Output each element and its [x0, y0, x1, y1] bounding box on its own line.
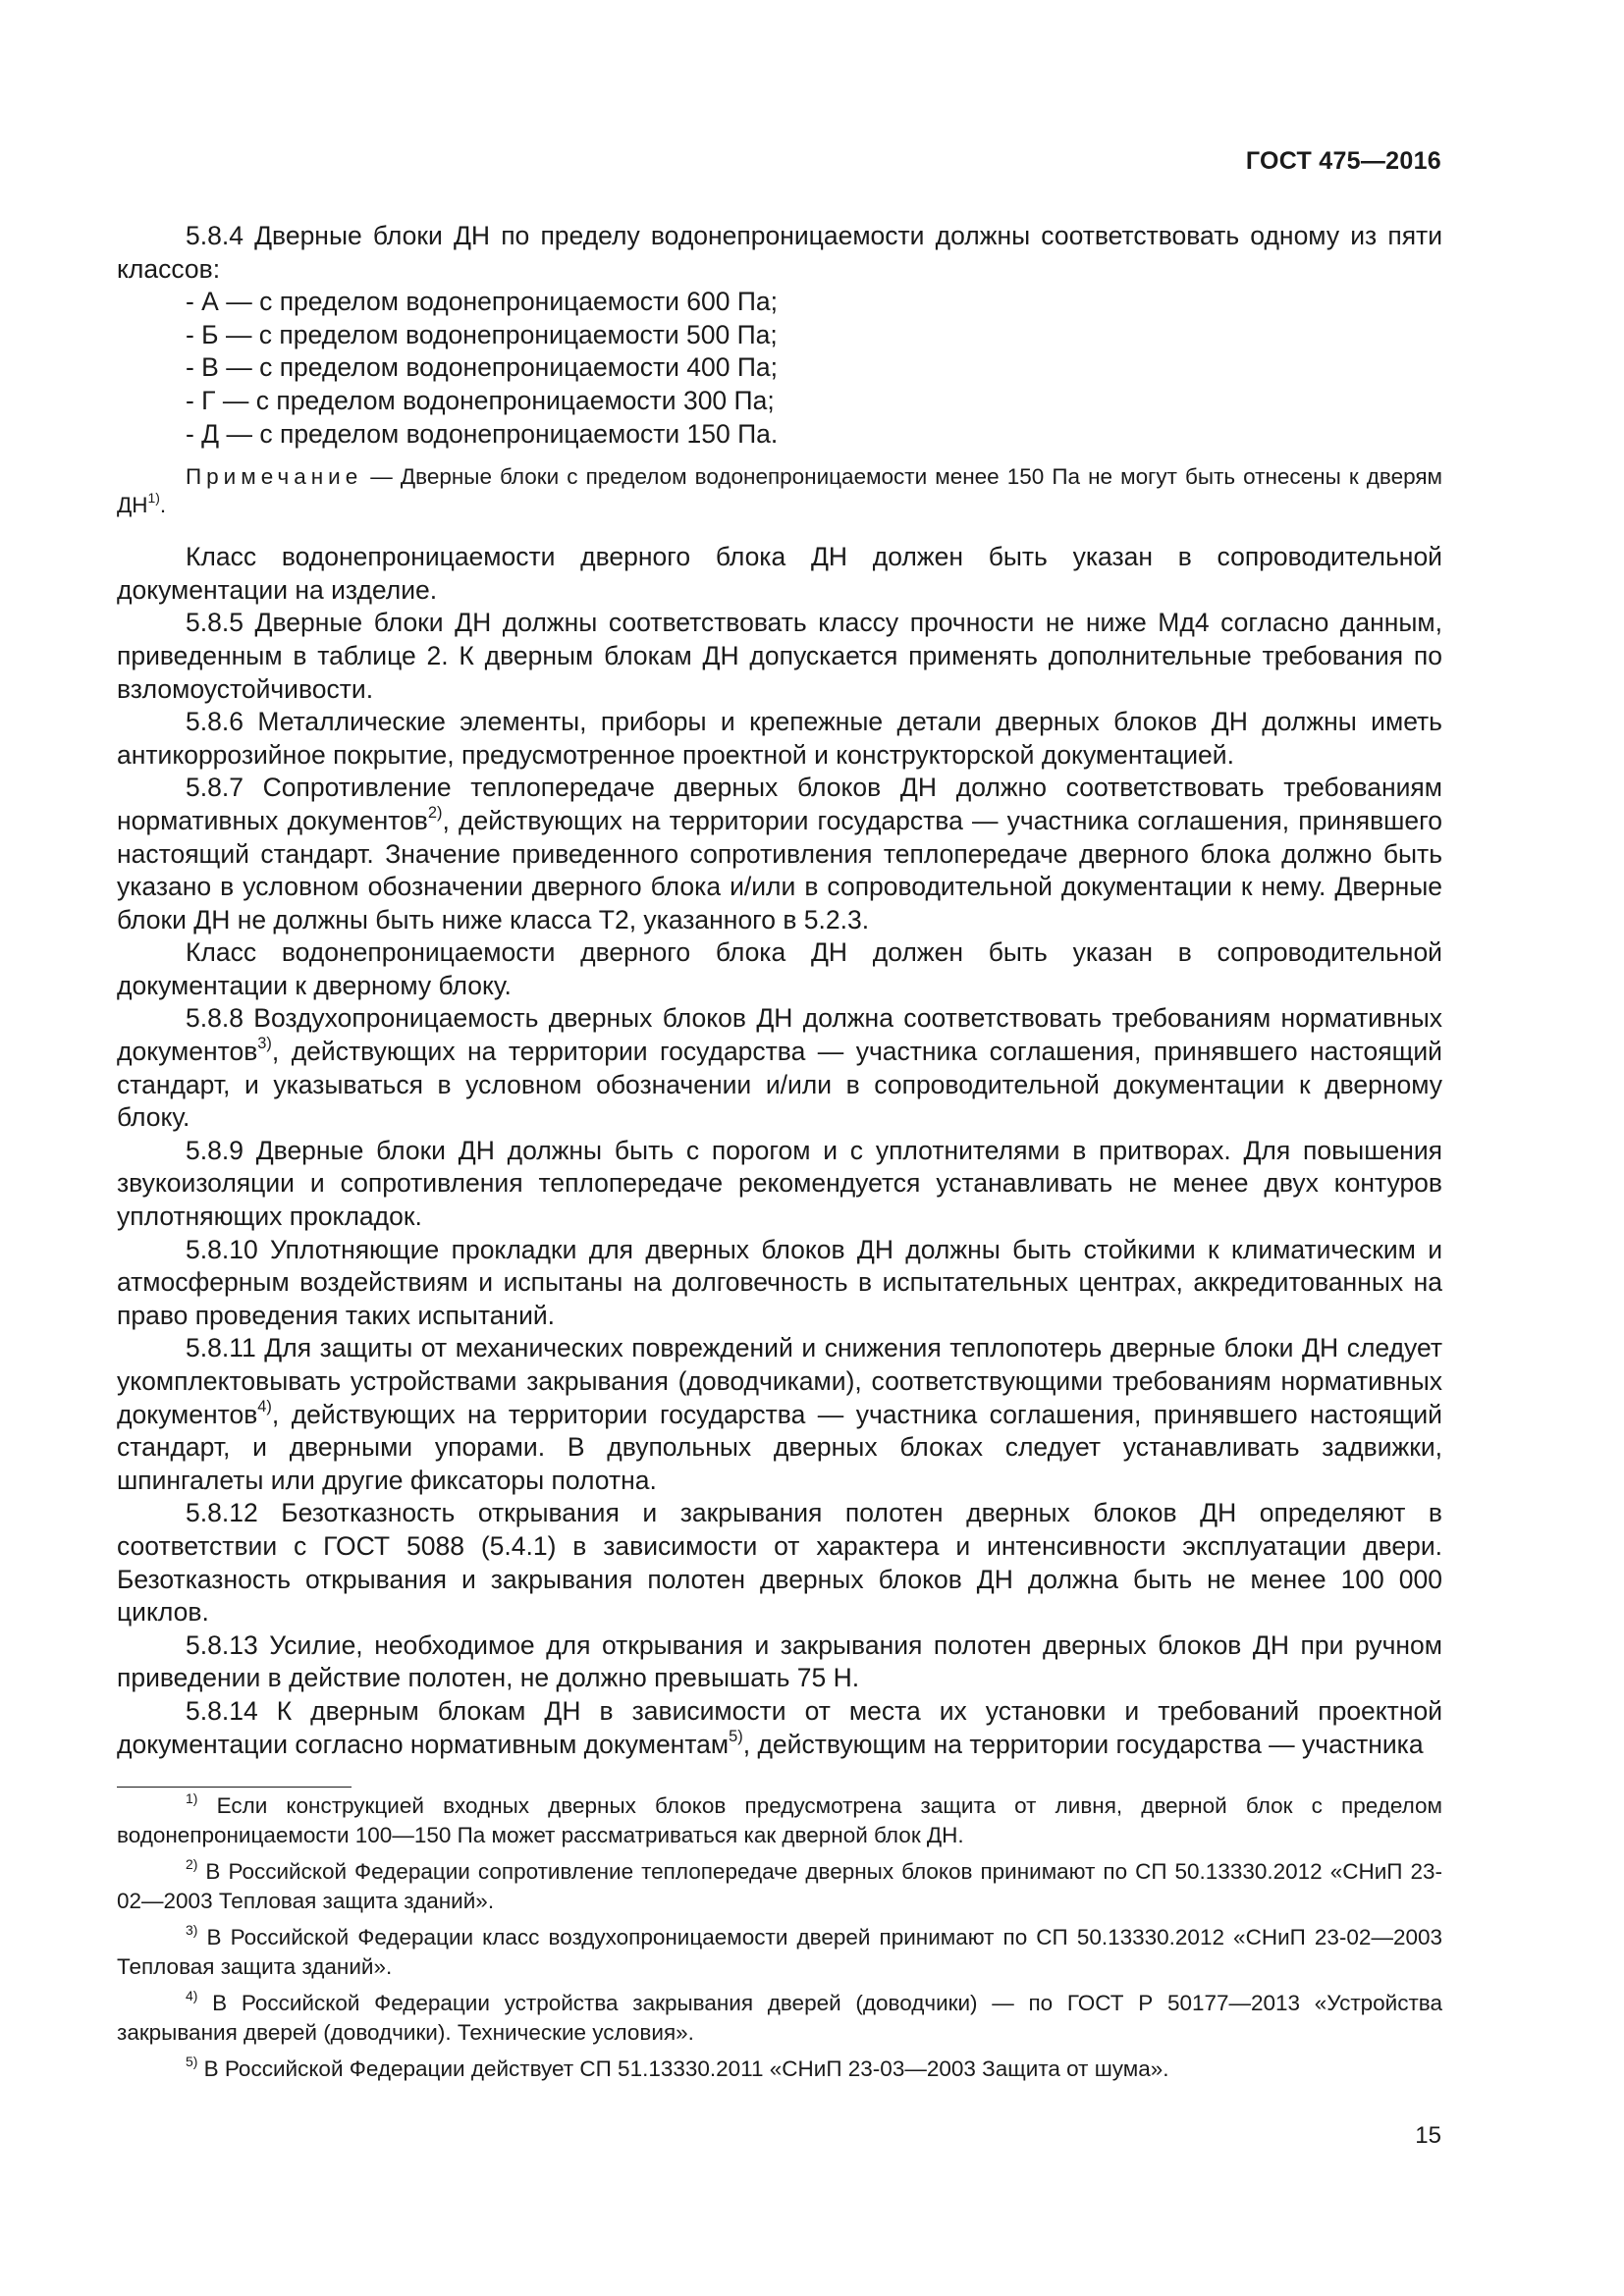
- class-list-item: - Д — с пределом водонепроницаемости 150 Па.: [186, 418, 779, 449]
- paragraph-5-8-5: 5.8.5 Дверные блоки ДН должны соответствовать классу прочности не ниже Мд4 согласно данным, приведенным в таблице 2. К дверным блокам ДН допускается применять дополнительные требования по взломоустойчивости.: [117, 608, 1442, 704]
- footnote-text: Если конструкцией входных дверных блоков предусмотрена защита от ливня, дверной блок с пределом водонепроницаемости 100—150 Па может рассматриваться как дверной блок ДН.: [117, 1793, 1442, 1847]
- text-part: 5.8.7 Сопротивление теплопередаче дверных блоков ДН должно соответствовать требованиям нормативных документов: [117, 773, 1442, 835]
- footnotes: [117, 1791, 1442, 2092]
- text-part: , действующим на территории государства — участника: [742, 1729, 1424, 1759]
- footnote-mark: 5): [186, 2053, 198, 2069]
- footnote: [117, 1791, 1442, 1849]
- paragraph-class-2: Класс водонепроницаемости дверного блока ДН должен быть указан в сопроводительной документации к дверному блоку.: [117, 937, 1442, 1000]
- document-header: ГОСТ 475—2016: [1245, 147, 1441, 175]
- footnote-ref: 4): [257, 1397, 272, 1415]
- footnote-separator: [117, 1787, 352, 1788]
- footnote: [117, 2055, 1442, 2084]
- text-part: 5.8.11 Для защиты от механических повреждений и снижения теплопотерь дверные блоки ДН следует укомплектовывать устройствами закрывания (доводчиками), соответствующими требованиям нормативных документов: [117, 1333, 1442, 1429]
- paragraph-5-8-6: 5.8.6 Металлические элементы, приборы и крепежные детали дверных блоков ДН должны иметь антикоррозийное покрытие, предусмотренное проектной и конструкторской документацией.: [117, 707, 1442, 770]
- footnote-text: В Российской Федерации действует СП 51.13330.2011 «СНиП 23-03—2003 Защита от шума».: [197, 2056, 1169, 2081]
- paragraph-5-8-7: [117, 772, 1442, 936]
- footnote-mark: 3): [186, 1921, 198, 1938]
- paragraph-5-8-4: 5.8.4 Дверные блоки ДН по пределу водонепроницаемости должны соответствовать одному из пяти классов:: [117, 221, 1442, 284]
- paragraph-5-8-12: 5.8.12 Безотказность открывания и закрывания полотен дверных блоков ДН определяют в соответствии с ГОСТ 5088 (5.4.1) в зависимости от характера и интенсивности эксплуатации двери. Безотказность открывания и закрывания полотен дверных блоков ДН должна быть не менее 100 000 циклов.: [117, 1498, 1442, 1628]
- text-part: 5.8.14 К дверным блокам ДН в зависимости от места их установки и требований проектной документации согласно нормативным документам: [117, 1695, 1442, 1759]
- paragraph-5-8-14: [117, 1695, 1442, 1761]
- paragraph-5-8-8: [117, 1002, 1442, 1134]
- paragraph-5-8-10: 5.8.10 Уплотняющие прокладки для дверных блоков ДН должны быть стойкими к климатическим и атмосферным воздействиям и испытаны на долговечность в испытательных центрах, аккредитованных на право проведения таких испытаний.: [117, 1234, 1442, 1330]
- text-part: , действующих на территории государства — участника соглашения, принявшего настоящий стандарт. Значение приведенного сопротивления теплопередаче дверного блока должно быть указано в условном обозначении дверного блока и/или в сопроводительной документации к нему. Дверные блоки ДН не должны быть ниже класса Т2, указанного в 5.2.3.: [117, 805, 1442, 934]
- footnote-mark: 2): [186, 1855, 198, 1872]
- page-number: 15: [1415, 2122, 1441, 2149]
- footnote-ref: 3): [257, 1035, 272, 1053]
- footnote-ref: 2): [427, 804, 443, 823]
- paragraph-class-1: Класс водонепроницаемости дверного блока ДН должен быть указан в сопроводительной документации на изделие.: [117, 542, 1442, 605]
- text-part: 5.8.8 Воздухопроницаемость дверных блоков ДН должна соответствовать требованиям нормативных документов: [117, 1003, 1442, 1067]
- text-part: , действующих на территории государства — участника соглашения, принявшего настоящий стандарт, и указываться в условном обозначении и/или в сопроводительной документации к дверному блоку.: [117, 1037, 1442, 1133]
- text-part: , действующих на территории государства — участника соглашения, принявшего настоящий стандарт, и дверными упорами. В двупольных дверных блоках следует устанавливать задвижки, шпингалеты или другие фиксаторы полотна.: [117, 1399, 1442, 1495]
- main-text: [117, 220, 1442, 1761]
- footnote-ref: 1): [147, 490, 160, 507]
- note-end: .: [159, 493, 167, 518]
- footnote-text: В Российской Федерации устройства закрывания дверей (доводчики) — по ГОСТ Р 50177—2013 «Устройства закрывания дверей (доводчики). Технические условия».: [117, 1991, 1442, 2045]
- footnote-ref: 5): [729, 1727, 743, 1745]
- footnote-text: В Российской Федерации сопротивление теплопередаче дверных блоков принимают по СП 50.13330.2012 «СНиП 23-02—2003 Тепловая защита зданий».: [117, 1859, 1442, 1913]
- note-label: Примечание: [186, 464, 363, 490]
- note-text: — Дверные блоки с пределом водонепроницаемости менее 150 Па не могут быть отнесены к дверям ДН: [117, 464, 1442, 518]
- paragraph-5-8-11: [117, 1332, 1442, 1497]
- class-list-item: - В — с пределом водонепроницаемости 400 Па;: [186, 352, 779, 383]
- paragraph-5-8-9: 5.8.9 Дверные блоки ДН должны быть с порогом и с уплотнителями в притворах. Для повышения звукоизоляции и сопротивления теплопередаче рекомендуется устанавливать не менее двух контуров уплотняющих прокладок.: [117, 1135, 1442, 1232]
- note: [117, 462, 1442, 519]
- footnote: [117, 1857, 1442, 1915]
- paragraph-5-8-13: 5.8.13 Усилие, необходимое для открывания и закрывания полотен дверных блоков ДН при ручном приведении в действие полотен, не должно превышать 75 Н.: [117, 1629, 1442, 1693]
- class-list-item: - Б — с пределом водонепроницаемости 500 Па;: [186, 319, 778, 349]
- class-list-item: - Г — с пределом водонепроницаемости 300 Па;: [186, 385, 775, 415]
- footnote-mark: 1): [186, 1789, 198, 1806]
- footnote-text: В Российской Федерации класс воздухопроницаемости дверей принимают по СП 50.13330.2012 «СНиП 23-02—2003 Тепловая защита зданий».: [117, 1925, 1442, 1979]
- footnote: [117, 1989, 1442, 2047]
- footnote: [117, 1923, 1442, 1981]
- footnote-mark: 4): [186, 1987, 198, 2003]
- class-list-item: - А — с пределом водонепроницаемости 600 Па;: [186, 287, 779, 317]
